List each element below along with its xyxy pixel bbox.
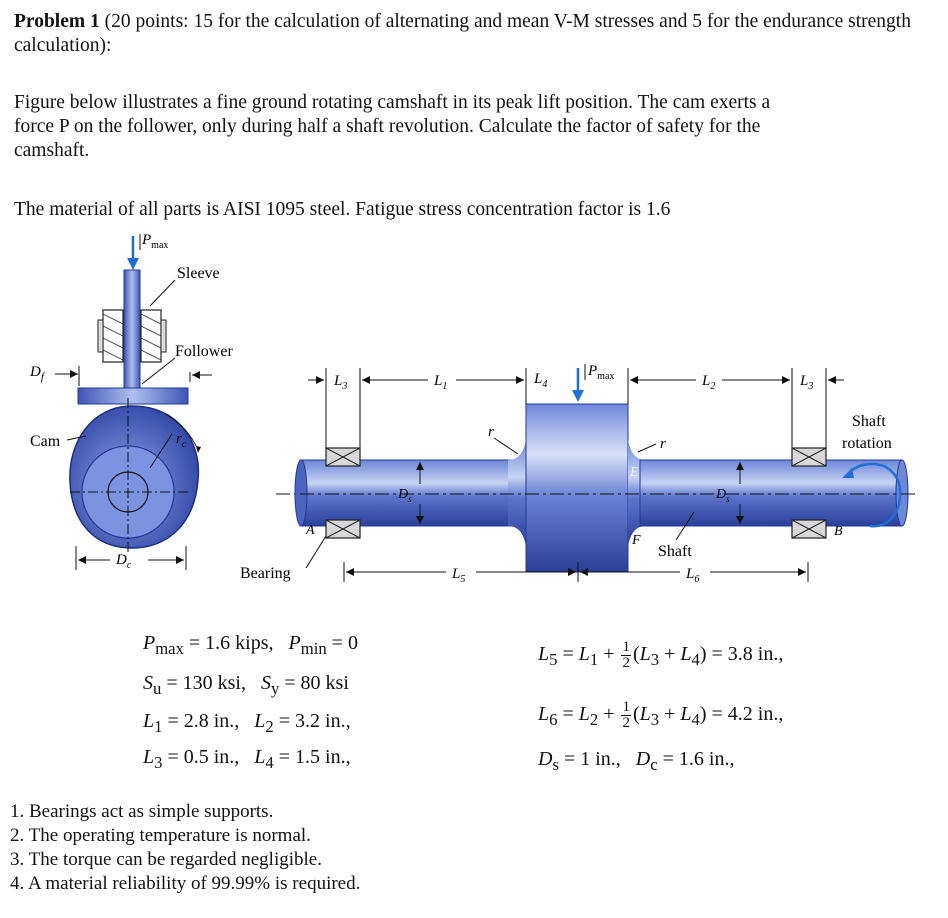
description-line-3: camshaft. <box>14 140 90 161</box>
e-label: E <box>630 465 639 480</box>
b-label: B <box>834 524 843 539</box>
f-label: F <box>632 533 641 548</box>
problem-statement <box>14 10 939 58</box>
note-item: 4. A material reliability of 99.99% is required. <box>10 873 361 894</box>
given-line-1: $P_{max} = 1.6$ kips, $P_{min} = 0$ <box>143 632 358 658</box>
pmax-arrow-shaft <box>572 364 585 402</box>
pmax-label-left: $P_{max}$ <box>142 232 169 251</box>
bearing-label: Bearing <box>240 565 291 582</box>
given-line-4: $L_3 = 0.5$ in., $L_4 = 1.5$ in., <box>143 746 351 772</box>
cam-label: Cam <box>30 433 61 450</box>
ds-left-label: $D_s$ <box>398 487 412 504</box>
r-right-label: r <box>660 436 666 452</box>
description-line-1: Figure below illustrates a fine ground rotating camshaft in its peak lift position. The cam exerts a <box>14 92 771 113</box>
pmax-label-shaft: $P_{max}$ <box>588 363 615 382</box>
note-item: 3. The torque can be regarded negligible. <box>10 849 322 870</box>
r-left-label: r <box>488 424 494 440</box>
l4-label: $L_4$ <box>534 371 548 390</box>
ds-right-label: $D_s$ <box>716 487 730 504</box>
shaft-rotation-label-1: Shaft <box>852 413 886 430</box>
problem-points: (20 points: 15 for the calculation of alternating and mean V-M stresses and 5 for the endurance strength calculation): <box>14 11 911 56</box>
shaft-hub <box>526 404 628 572</box>
camshaft-figure <box>0 228 948 598</box>
notes-list <box>10 800 360 896</box>
material-statement: The material of all parts is AISI 1095 steel. Fatigue stress concentration factor is 1.6 <box>14 199 671 220</box>
given-diameters: $D_s = 1$ in., $D_c = 1.6$ in., <box>538 748 735 774</box>
dc-label: $D_c$ <box>116 552 132 571</box>
follower-label: Follower <box>175 343 233 360</box>
note-item: 1. Bearings act as simple supports. <box>10 801 274 822</box>
sleeve-label: Sleeve <box>177 265 220 282</box>
shaft-left <box>300 460 528 526</box>
description-line-2: force P on the follower, only during half a shaft revolution. Calculate the factor of safety for the <box>14 116 761 137</box>
l3-left-label: $L_3$ <box>334 373 348 392</box>
l5-label: $L_5$ <box>452 566 466 585</box>
l1-label: $L_1$ <box>434 373 448 392</box>
follower-rod <box>124 270 140 396</box>
df-label: $D_f$ <box>30 364 44 383</box>
shaft-rotation-label-2: rotation <box>842 435 892 452</box>
follower-plate <box>78 388 188 404</box>
rc-label: $r_c$ <box>176 431 187 450</box>
given-line-3: $L_1 = 2.8$ in., $L_2 = 3.2$ in., <box>143 710 351 736</box>
problem-heading: Problem 1 <box>14 11 100 32</box>
l3-right-label: $L_3$ <box>800 373 814 392</box>
note-item: 2. The operating temperature is normal. <box>10 825 311 846</box>
shaft-label: Shaft <box>658 543 692 560</box>
given-line-2: $S_u = 130$ ksi, $S_y = 80$ ksi <box>143 672 349 698</box>
given-l5-equation: $L_5 = L_1$ + $\frac{1}{2}$ $(L_3 + L_4) = 3.8$ in., <box>538 639 784 671</box>
l2-label: $L_2$ <box>702 373 716 392</box>
shaft-right <box>640 460 902 526</box>
pmax-arrow-left <box>127 234 140 270</box>
a-label: A <box>306 523 315 538</box>
given-l6-equation: $L_6 = L_2$ + $\frac{1}{2}$ $(L_3 + L_4) = 4.2$ in., <box>538 699 784 731</box>
l6-label: $L_6$ <box>686 566 700 585</box>
